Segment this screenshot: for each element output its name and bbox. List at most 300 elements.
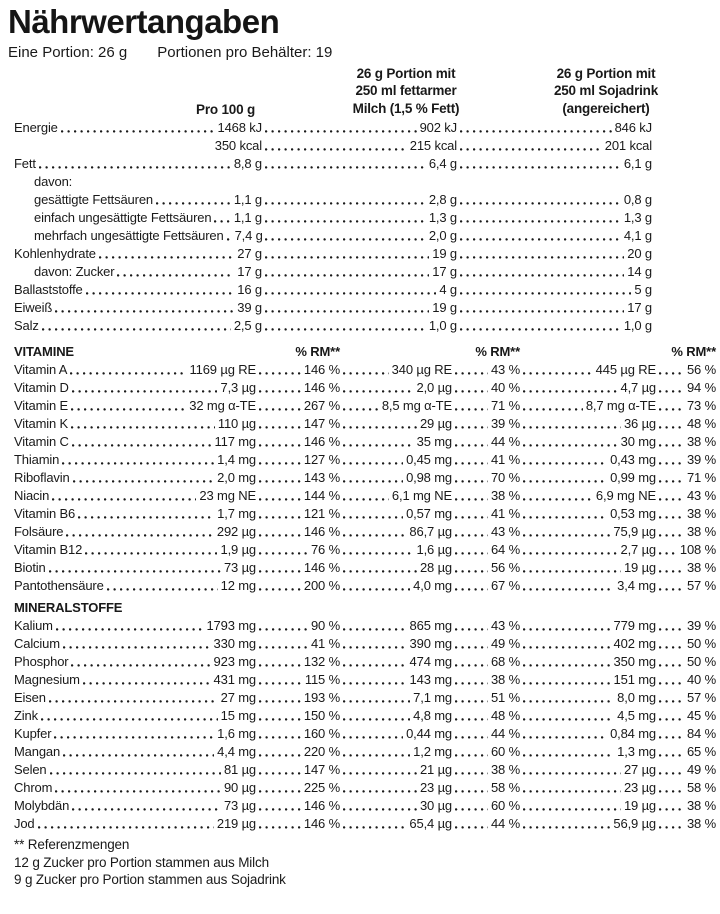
dot-leader [523,628,611,631]
dot-leader [659,480,684,483]
rm-per-100g: 160 % [303,726,340,741]
dot-leader [343,588,410,591]
value-milk: 17 g [432,264,457,279]
nutrient-row [0,414,720,432]
rm-per-100g: 146 % [303,434,340,449]
dot-leader [659,664,684,667]
dot-leader [523,700,614,703]
nutrient-row [0,616,720,634]
value-milk: 2,8 g [428,192,457,207]
dot-leader [156,202,231,205]
dot-leader [455,408,488,411]
dot-leader [55,790,221,793]
dot-leader [265,310,429,313]
value-per-100g: 15 mg [220,708,256,723]
rm-soy: 73 % [686,398,716,413]
value-milk: 1,6 µg [416,542,452,557]
rm-milk: 39 % [490,416,520,431]
column-header-line: 250 ml fettarmer [355,83,457,98]
value-per-100g: 292 µg [216,524,256,539]
dot-leader [460,328,621,331]
value-soy: 5 g [634,282,652,297]
value-per-100g: 923 mg [213,654,256,669]
dot-leader [460,238,621,241]
value-soy: 56,9 µg [613,816,656,831]
dot-leader [460,310,624,313]
value-soy: 75,9 µg [613,524,656,539]
column-header-per-100g: Pro 100 g [196,102,255,117]
dot-leader [66,534,213,537]
nutrient-row [0,706,720,724]
rm-milk: 56 % [490,560,520,575]
dot-leader [265,220,426,223]
rm-soy: 45 % [686,708,716,723]
value-per-100g: 1,4 mg [217,452,256,467]
rm-milk: 48 % [490,708,520,723]
dot-leader [659,570,684,573]
dot-leader [523,718,614,721]
dot-leader [523,408,583,411]
dot-leader [460,202,621,205]
value-soy: 4,5 mg [617,708,656,723]
dot-leader [259,534,301,537]
dot-leader [70,372,186,375]
rm-soy: 38 % [686,524,716,539]
dot-leader [85,552,217,555]
dot-leader [259,754,301,757]
nutrient-label: Kupfer [14,726,52,741]
nutrient-row [0,634,720,652]
nutrient-label: Pantothensäure [14,578,104,593]
rm-milk: 43 % [490,524,520,539]
value-milk: 0,98 mg [406,470,452,485]
value-per-100g: 16 g [237,282,262,297]
dot-leader [343,408,379,411]
value-per-100g: 1,1 g [233,192,262,207]
rm-milk: 49 % [490,636,520,651]
rm-milk: 43 % [490,362,520,377]
dot-leader [455,736,488,739]
nutrient-label: Eiweiß [14,300,53,315]
rm-milk: 60 % [490,798,520,813]
nutrient-row [0,670,720,688]
dot-leader [523,682,611,685]
dot-leader [343,718,410,721]
value-soy: 19 µg [623,798,656,813]
value-soy: 0,8 g [623,192,652,207]
rm-milk: 71 % [490,398,520,413]
value-soy: 846 kJ [614,120,652,135]
dot-leader [343,790,417,793]
dot-leader [259,408,301,411]
value-milk: 29 µg [419,416,452,431]
rm-milk: 51 % [490,690,520,705]
dot-leader [659,552,677,555]
dot-leader [343,646,407,649]
dot-leader [259,808,301,811]
dot-leader [659,534,684,537]
nutrient-label: Kohlenhydrate [14,246,96,261]
rm-per-100g: 193 % [303,690,340,705]
rm-per-100g: 115 % [304,672,340,687]
dot-leader [99,256,234,259]
dot-leader [56,628,204,631]
dot-leader [523,588,614,591]
nutrient-row [0,522,720,540]
value-milk: 28 µg [419,560,452,575]
dot-leader [523,516,607,519]
dot-leader [659,826,684,829]
dot-leader [343,462,403,465]
dot-leader [455,682,488,685]
dot-leader [265,328,426,331]
rm-soy: 40 % [686,672,716,687]
dot-leader [455,790,488,793]
nutrient-label: Chrom [14,780,53,795]
dot-leader [265,292,436,295]
value-soy: 19 µg [623,560,656,575]
nutrient-label: Vitamin B12 [14,542,83,557]
value-soy: 8,7 mg α-TE [585,398,656,413]
dot-leader [659,408,684,411]
dot-leader [659,754,684,757]
dot-leader [659,372,684,375]
value-per-100g: 330 mg [213,636,256,651]
dot-leader [343,534,406,537]
dot-leader [71,408,186,411]
value-soy: 3,4 mg [617,578,656,593]
dot-leader [455,664,488,667]
dot-leader [55,310,234,313]
rm-soy: 65 % [686,744,716,759]
servings-per-container: Portionen pro Behälter: 19 [157,44,333,61]
dot-leader [659,444,684,447]
footnote-line: 12 g Zucker pro Portion stammen aus Milch [14,854,269,870]
nutrient-label: Phosphor [14,654,69,669]
nutrient-label: Vitamin E [14,398,69,413]
rm-per-100g: 146 % [303,560,340,575]
nutrient-row [0,136,720,154]
dot-leader [460,130,612,133]
nutrient-label: Mangan [14,744,61,759]
nutrient-row [0,558,720,576]
dot-leader [659,462,684,465]
serving-info [8,44,720,62]
dot-leader [343,808,417,811]
rm-per-100g: 146 % [303,524,340,539]
dot-leader [259,444,301,447]
nutrient-row [0,814,720,832]
value-milk: 1,0 g [428,318,457,333]
dot-leader [455,372,488,375]
dot-leader [343,444,414,447]
rm-milk: 58 % [490,780,520,795]
rm-per-100g: 132 % [303,654,340,669]
dot-leader [523,426,621,429]
nutrient-label: Vitamin A [14,362,68,377]
rm-milk: 43 % [490,618,520,633]
nutrient-row [0,154,720,172]
rm-soy: 38 % [686,798,716,813]
value-soy: 30 mg [620,434,656,449]
value-per-100g: 23 mg NE [199,488,256,503]
dot-leader [659,516,684,519]
dot-leader [460,220,621,223]
value-milk: 35 mg [416,434,452,449]
dot-leader [523,390,617,393]
nutrient-row [0,540,720,558]
value-per-100g: 7,4 g [234,228,263,243]
value-milk: 4 g [439,282,457,297]
value-milk: 86,7 µg [409,524,452,539]
nutrient-row [0,262,720,280]
dot-leader [343,570,417,573]
rm-per-100g: 144 % [303,488,340,503]
dot-leader [343,664,407,667]
value-milk: 6,1 mg NE [391,488,452,503]
rm-per-100g: 143 % [303,470,340,485]
dot-leader [78,516,214,519]
nutrient-row [0,244,720,262]
rm-per-100g: 146 % [303,380,340,395]
rm-milk: 64 % [490,542,520,557]
dot-leader [523,754,614,757]
value-soy: 402 mg [613,636,656,651]
dot-leader [259,588,301,591]
dot-leader [52,498,196,501]
section-header-row [0,341,720,360]
value-per-100g: 12 mg [220,578,256,593]
column-header-line: 26 g Portion mit [556,65,656,81]
nutrient-label: Zink [14,708,38,723]
value-soy: 151 mg [613,672,656,687]
nutrient-label: Selen [14,762,47,777]
footnotes [14,836,720,889]
dot-leader [39,166,231,169]
dot-leader [523,372,593,375]
dot-leader [523,498,593,501]
value-milk: 19 g [432,246,457,261]
nutrient-row [0,688,720,706]
rm-per-100g: 121 % [303,506,340,521]
value-soy: 201 kcal [604,138,652,153]
value-milk: 19 g [432,300,457,315]
nutrient-row [0,118,720,136]
dot-leader [460,148,602,151]
dot-leader [259,516,301,519]
value-per-100g: 73 µg [223,798,256,813]
rm-milk: 41 % [490,452,520,467]
value-per-100g: 27 mg [220,690,256,705]
dot-leader [54,736,214,739]
section-title: MINERALSTOFFE [14,600,123,615]
dot-leader [259,646,308,649]
rm-soy: 50 % [686,654,716,669]
dot-leader [455,534,488,537]
dot-leader [343,754,410,757]
dot-leader [460,256,624,259]
dot-leader [265,148,407,151]
value-soy: 6,9 mg NE [595,488,656,503]
nutrient-label: Vitamin D [14,380,69,395]
dot-leader [659,426,684,429]
dot-leader [72,808,221,811]
dot-leader [659,772,684,775]
value-per-100g: 110 µg [217,416,256,431]
dot-leader [659,390,684,393]
value-per-100g: 81 µg [223,762,256,777]
column-headers [0,62,720,118]
rm-column-header: % RM** [671,344,716,359]
rm-milk: 68 % [490,654,520,669]
nutrient-row [0,504,720,522]
rm-milk: 60 % [490,744,520,759]
rm-soy: 38 % [686,560,716,575]
value-per-100g: 1,9 µg [220,542,256,557]
dot-leader [659,628,684,631]
dot-leader [42,328,231,331]
value-milk: 390 mg [409,636,452,651]
value-milk: 7,1 mg [413,690,452,705]
dot-leader [455,498,488,501]
dot-leader [523,444,618,447]
value-milk: 340 µg RE [391,362,452,377]
nutrient-label: Thiamin [14,452,60,467]
column-header-line: 250 ml Sojadrink [553,83,659,98]
nutrient-label: Salz [14,318,39,333]
nutrient-row [0,450,720,468]
rm-milk: 38 % [490,672,520,687]
value-milk: 65,4 µg [409,816,452,831]
rm-soy: 48 % [686,416,716,431]
rm-soy: 43 % [686,488,716,503]
dot-leader [259,552,308,555]
dot-leader [659,498,684,501]
rm-column-header: % RM** [475,344,520,359]
rm-milk: 70 % [490,470,520,485]
dot-leader [523,664,611,667]
value-soy: 27 µg [623,762,656,777]
dot-leader [49,570,221,573]
rm-soy: 108 % [679,542,716,557]
dot-leader [63,646,211,649]
value-milk: 21 µg [419,762,452,777]
nutrient-label: einfach ungesättigte Fettsäuren [34,210,212,225]
dot-leader [455,646,488,649]
dot-leader [259,736,301,739]
rm-per-100g: 146 % [303,798,340,813]
value-per-100g: 2,0 mg [217,470,256,485]
value-per-100g: 7,3 µg [220,380,256,395]
dot-leader [83,682,211,685]
nutrient-row [0,468,720,486]
nutrient-row [0,652,720,670]
rm-soy: 94 % [686,380,716,395]
nutrient-label: Fett [14,156,36,171]
dot-leader [659,700,684,703]
dot-leader [259,790,301,793]
dot-leader [455,628,488,631]
dot-leader [455,570,488,573]
dot-leader [259,700,301,703]
value-milk: 0,44 mg [406,726,452,741]
dot-leader [343,700,410,703]
rm-soy: 71 % [686,470,716,485]
rm-milk: 38 % [490,762,520,777]
dot-leader [523,534,610,537]
nutrient-row [0,208,720,226]
dot-leader [455,552,488,555]
value-milk: 1,2 mg [413,744,452,759]
value-soy: 0,53 mg [610,506,656,521]
column-header-soy-portion [522,65,690,118]
value-soy: 4,1 g [623,228,652,243]
dot-leader [265,130,417,133]
rm-per-100g: 146 % [303,816,340,831]
dot-leader [523,772,621,775]
rm-milk: 67 % [490,578,520,593]
dot-leader [455,826,488,829]
nutrient-row [0,796,720,814]
rm-soy: 39 % [686,452,716,467]
dot-leader [343,736,403,739]
dot-leader [455,480,488,483]
dot-leader [41,718,218,721]
nutrient-label: Riboflavin [14,470,70,485]
nutrient-label: gesättigte Fettsäuren [34,192,153,207]
dot-leader [659,736,684,739]
nutrient-row [0,226,720,244]
value-per-100g: 1468 kJ [217,120,262,135]
rm-soy: 38 % [686,506,716,521]
value-soy: 14 g [627,264,652,279]
value-milk: 8,5 mg α-TE [381,398,452,413]
dot-leader [343,516,403,519]
value-per-100g: 1,7 mg [217,506,256,521]
value-soy: 445 µg RE [595,362,656,377]
nutrient-label: Eisen [14,690,46,705]
nutrient-label: Vitamin B6 [14,506,76,521]
dot-leader [523,480,607,483]
dot-leader [343,628,407,631]
rm-soy: 56 % [686,362,716,377]
value-milk: 902 kJ [419,120,457,135]
footnote-line: ** Referenzmengen [14,837,130,852]
dot-leader [343,498,389,501]
dot-leader [259,426,301,429]
value-milk: 215 kcal [409,138,457,153]
value-soy: 1,3 mg [617,744,656,759]
dot-leader [259,718,301,721]
nutrient-label: Calcium [14,636,60,651]
value-milk: 474 mg [409,654,452,669]
dot-leader [523,462,607,465]
nutrient-label: Niacin [14,488,50,503]
dot-leader [265,256,429,259]
value-per-100g: 27 g [237,246,262,261]
dot-leader [455,700,488,703]
rm-per-100g: 41 % [310,636,340,651]
value-milk: 0,57 mg [406,506,452,521]
value-soy: 0,84 mg [610,726,656,741]
dot-leader [455,754,488,757]
value-milk: 6,4 g [428,156,457,171]
value-soy: 350 mg [613,654,656,669]
nutrient-row [0,760,720,778]
dot-leader [259,628,308,631]
value-soy: 17 g [627,300,652,315]
rm-soy: 50 % [686,636,716,651]
